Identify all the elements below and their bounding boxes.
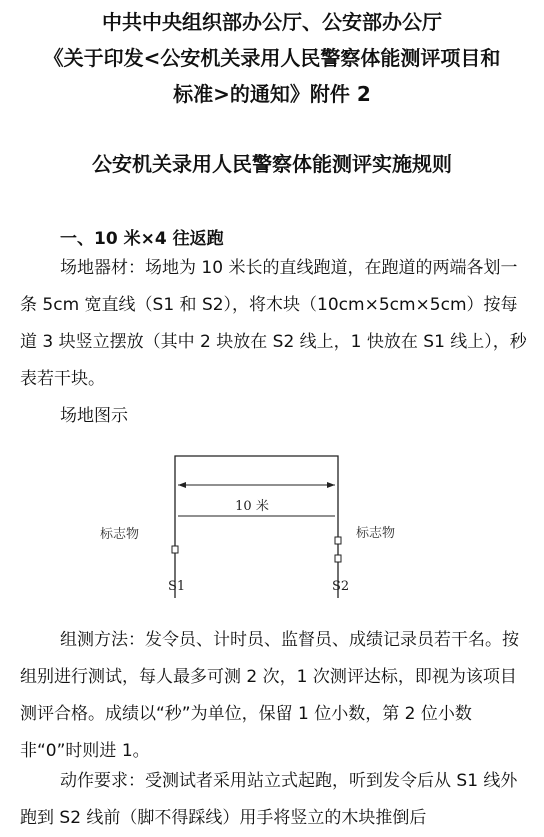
block-s2-lower: [335, 555, 341, 562]
paragraph-method: 组测方法：发令员、计时员、监督员、成绩记录员若干名。按组别进行测试，每人最多可测 2 次，1 次测评达标，即视为该项目测评合格。成绩以“秒”为单位，保留 1 位小数，第 2 位小数非“0”时则进 1。: [20, 630, 519, 761]
track-outline: [175, 456, 338, 598]
field-diagram: [100, 448, 440, 608]
section-1-heading: 一、10 米×4 往返跑: [60, 229, 224, 249]
paragraph-equipment: 场地器材：场地为 10 米长的直线跑道，在跑道的两端各划一条 5cm 宽直线（S1 和 S2），将木块（10cm×5cm×5cm）按每道 3 块竖立摆放（其中 2 块放在 S2 线上，1 快放在 S1 线上），秒表若干块。: [20, 258, 527, 389]
left-marker-label: 标志物: [100, 527, 140, 542]
arrow-right-head: [327, 482, 335, 488]
header-line-3: 标准>的通知》附件 2: [173, 82, 371, 106]
header-line-1: 中共中央组织部办公厅、公安部办公厅: [102, 10, 442, 34]
block-s1: [172, 546, 178, 553]
diagram-caption: 场地图示: [60, 406, 128, 426]
s1-label: S1: [168, 579, 186, 594]
distance-label: 10 米: [235, 499, 269, 514]
s2-label: S2: [332, 579, 350, 594]
header-line-2: 《关于印发<公安机关录用人民警察体能测评项目和: [43, 46, 501, 70]
paragraph-action: 动作要求：受测试者采用站立式起跑，听到发令后从 S1 线外跑到 S2 线前（脚不得踩线）用手将竖立的木块推倒后: [20, 771, 518, 828]
block-s2-upper: [335, 537, 341, 544]
arrow-left-head: [178, 482, 186, 488]
document-subtitle: 公安机关录用人民警察体能测评实施规则: [92, 152, 452, 176]
right-marker-label: 标志物: [356, 526, 396, 541]
